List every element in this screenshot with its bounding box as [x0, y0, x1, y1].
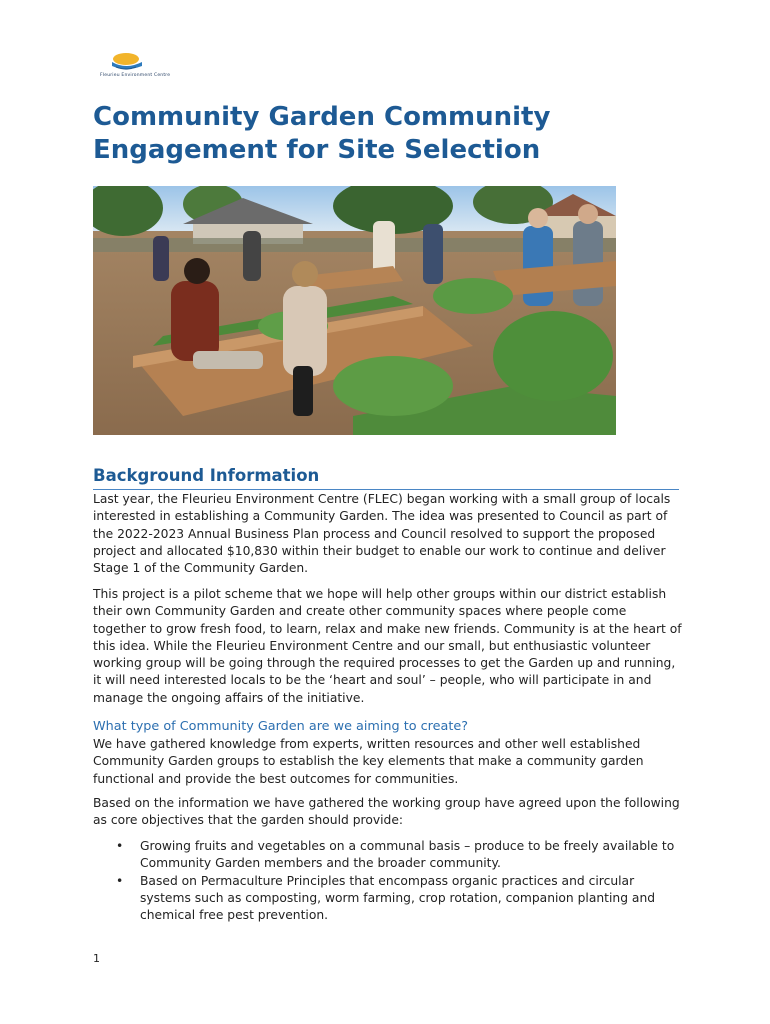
section-heading-background: Background Information: [93, 465, 679, 490]
paragraph-knowledge: We have gathered knowledge from experts, written resources and other well established Community Garden groups to establish the key elements that make a community garden functional and provide the best outcomes for communities.: [93, 737, 644, 786]
logo-caption: Fleurieu Environment Centre: [100, 73, 171, 78]
paragraph-intro: Last year, the Fleurieu Environment Centre (FLEC) began working with a small group of locals interested in establishing a Community Garden. The idea was presented to Council as part of the 2022-2023 Annual Business Plan process and Council resolved to support the proposed project and allocated $10,830 within their budget to enable our work to continue and deliver Stage 1 of the Community Garden.: [93, 492, 671, 576]
page-number: 1: [93, 952, 100, 965]
paragraph-core-objectives: Based on the information we have gathered the working group have agreed upon the following as core objectives that the garden should provide:: [93, 796, 680, 828]
objectives-list: [110, 838, 685, 924]
list-item-text: Based on Permaculture Principles that encompass organic practices and circular systems such as composting, worm farming, crop rotation, companion planting and chemical free pest prevention.: [140, 873, 656, 923]
document-title: Community Garden Community Engagement for Site Selection: [93, 102, 551, 165]
list-item-text: Growing fruits and vegetables on a communal basis – produce to be freely available to Community Garden members and the broader community.: [140, 839, 675, 871]
bullet-icon: •: [116, 839, 124, 853]
list-item: [110, 838, 685, 873]
bullet-icon: •: [116, 873, 124, 888]
subheading-garden-type: What type of Community Garden are we aiming to create?: [93, 719, 469, 734]
paragraph-pilot-scheme: This project is a pilot scheme that we hope will help other groups within our district establish their own Community Garden and create other community spaces where people come together to grow fresh food, to learn, relax and make new friends. Community is at the heart of this idea. While the Fleurieu Environment Centre and our small, but enthusiastic volunteer working group will be going through the required processes to get the Garden up and running, it will need interested locals to be the ‘heart and soul’ – people, who will participate in and manage the ongoing affairs of the initiative.: [93, 587, 682, 705]
list-item: [110, 873, 685, 925]
community-garden-photo: [93, 186, 616, 435]
